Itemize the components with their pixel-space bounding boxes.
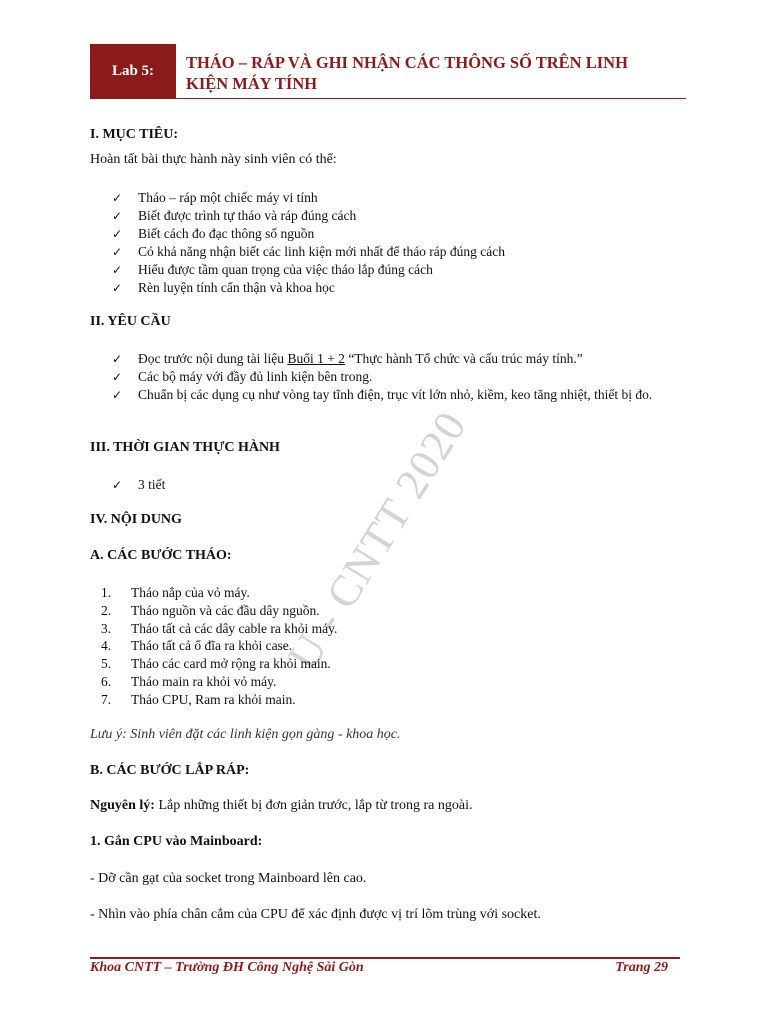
list-item: ✓ Chuẩn bị các dụng cụ như vòng tay tĩnh điện, trục vít lớn nhỏ, kiềm, keo tăng nhiệt, thiết bị đo. [112, 387, 653, 402]
check-icon: ✓ [112, 281, 123, 295]
check-icon: ✓ [112, 191, 123, 205]
title-divider [176, 98, 686, 99]
watermark: U - CNTT 2020 [278, 402, 477, 679]
list-item: 1. Tháo nắp của vỏ máy. [101, 585, 250, 600]
objectives-list [112, 189, 692, 297]
section-4-heading: IV. NỘI DUNG [90, 512, 182, 527]
check-icon: ✓ [112, 370, 123, 384]
list-item: ✓ Các bộ máy với đầy đủ linh kiện bên trong. [112, 369, 373, 384]
list-item: ✓ Rèn luyện tính cẩn thận và khoa học [112, 280, 335, 295]
list-item: 5. Tháo các card mở rộng ra khỏi main. [101, 656, 331, 672]
footer-divider [90, 957, 680, 959]
principle-label: Nguyên lý: [90, 798, 155, 813]
section-1-heading: I. MỤC TIÊU: [90, 127, 179, 142]
lab-label: Lab 5: [111, 63, 155, 79]
check-icon: ✓ [112, 352, 123, 366]
cpu-step-1: - Dỡ cần gạt của socket trong Mainboard lên cao. [90, 871, 367, 886]
list-item: ✓ Có khả năng nhận biết các linh kiện mới nhất để tháo ráp đúng cách [112, 244, 506, 259]
check-icon: ✓ [112, 263, 123, 277]
check-icon: ✓ [112, 245, 123, 259]
list-item: 2. Tháo nguồn và các đầu dây nguồn. [101, 602, 320, 618]
list-item: ✓ Hiểu được tầm quan trọng của việc tháo lắp đúng cách [112, 262, 433, 277]
check-icon: ✓ [112, 478, 123, 492]
list-item: 3. Tháo tất cả các dây cable ra khỏi máy. [101, 620, 338, 636]
assembly-heading: B. CÁC BƯỚC LẮP RÁP: [90, 763, 250, 778]
list-item: ✓ Đọc trước nội dung tài liệu Buổi 1 + 2 “Thực hành Tổ chức và cấu trúc máy tính.” [112, 351, 583, 366]
check-icon: ✓ [112, 209, 123, 223]
check-icon: ✓ [112, 388, 123, 402]
session-reference: Buổi 1 + 2 [287, 351, 345, 366]
list-item: 6. Tháo main ra khỏi vỏ máy. [101, 673, 277, 689]
list-item: 7. Tháo CPU, Ram ra khỏi main. [101, 691, 296, 707]
cpu-step-2: - Nhìn vào phía chân cắm của CPU để xác định được vị trí lõm trùng với socket. [90, 907, 541, 922]
section-3-heading: III. THỜI GIAN THỰC HÀNH [90, 440, 280, 455]
list-item: ✓ Tháo – ráp một chiếc máy vi tính [112, 190, 318, 205]
list-item: ✓ Biết được trình tự tháo và ráp đúng cách [112, 208, 357, 223]
lab-title-line-2: KIỆN MÁY TÍNH [186, 74, 318, 93]
section-1-intro: Hoàn tất bài thực hành này sinh viên có thể: [90, 152, 337, 167]
section-2-heading: II. YÊU CẦU [90, 314, 171, 329]
duration-list [112, 476, 512, 494]
page-number: Trang 29 [615, 960, 668, 975]
lab-title-line-1: THÁO – RÁP VÀ GHI NHẬN CÁC THÔNG SỐ TRÊN LINH [186, 53, 628, 72]
list-item: ✓ 3 tiết [112, 477, 166, 492]
cpu-install-heading: 1. Gắn CPU vào Mainboard: [90, 834, 263, 849]
page-footer [90, 960, 680, 976]
assembly-principle: Nguyên lý: Lắp những thiết bị đơn giản trước, lắp từ trong ra ngoài. [90, 798, 473, 813]
disassembly-steps [101, 584, 601, 709]
lab-label-box [90, 44, 176, 99]
disassembly-heading: A. CÁC BƯỚC THÁO: [90, 548, 232, 563]
disassembly-note: Lưu ý: Sinh viên đặt các linh kiện gọn gàng - khoa học. [90, 727, 401, 742]
list-item: ✓ Biết cách đo đạc thông số nguồn [112, 226, 315, 241]
lab-title [186, 52, 686, 94]
requirements-list [112, 350, 677, 404]
check-icon: ✓ [112, 227, 123, 241]
list-item: 4. Tháo tất cả ổ đĩa ra khỏi case. [101, 638, 293, 654]
footer-institution: Khoa CNTT – Trường ĐH Công Nghệ Sài Gòn [90, 960, 364, 975]
